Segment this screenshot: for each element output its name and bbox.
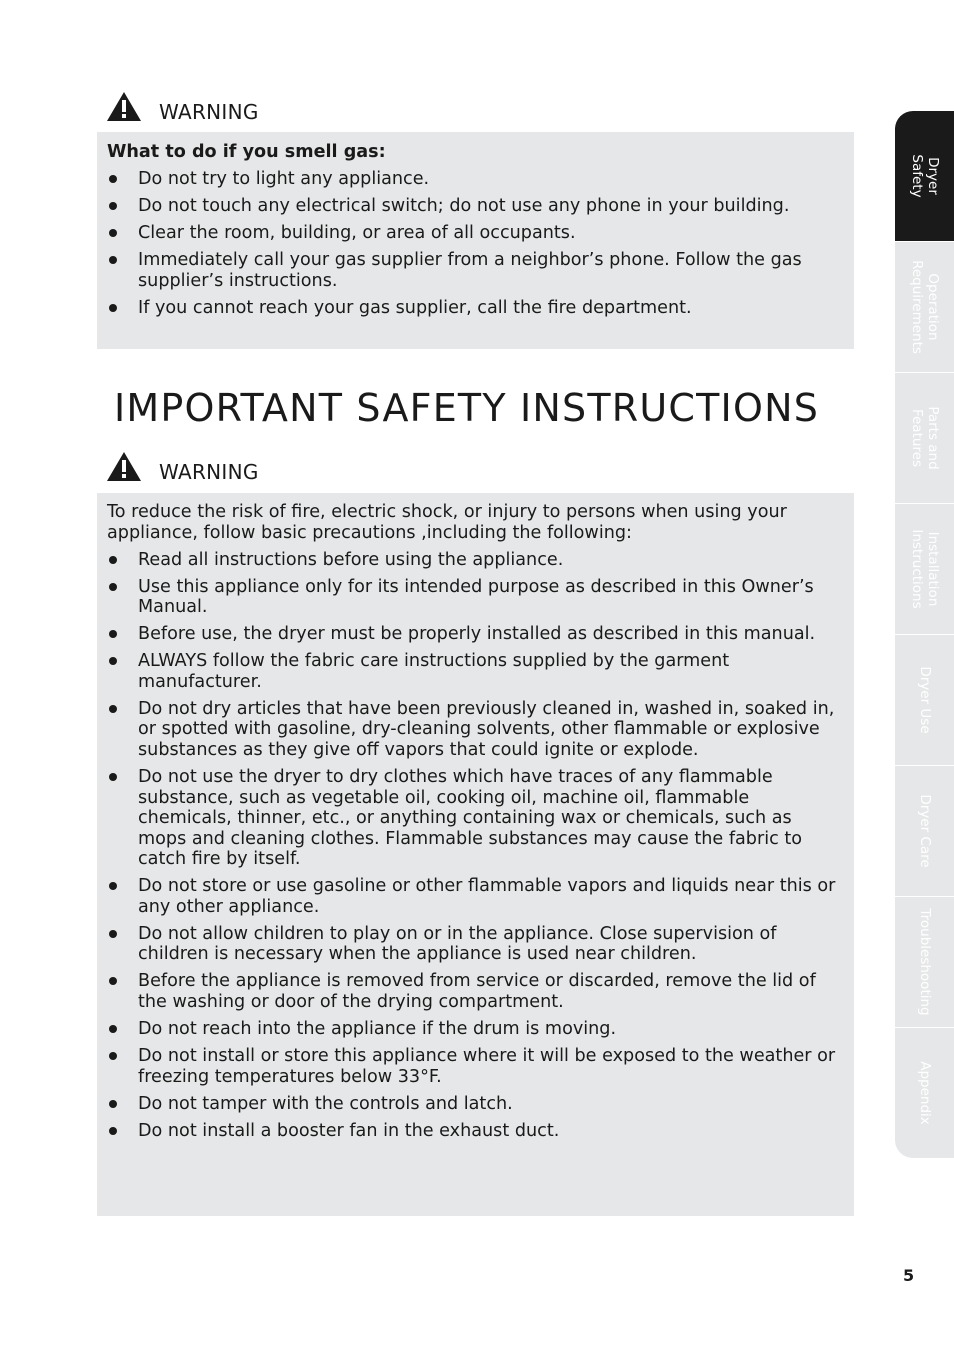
list-item: Do not reach into the appliance if the drum is moving. [107, 1019, 840, 1040]
list-item: Before use, the dryer must be properly installed as described in this manual. [107, 624, 840, 645]
bullet-icon [109, 256, 117, 264]
tab-label: Appendix [916, 1061, 933, 1125]
list-item: Do not try to light any appliance. [107, 169, 840, 190]
gas-warning-list [107, 169, 840, 318]
tab-dryer-use[interactable] [895, 635, 954, 766]
list-item: If you cannot reach your gas supplier, call the fire department. [107, 298, 840, 319]
warning-label: WARNING [159, 460, 259, 484]
tab-dryer-safety[interactable] [895, 111, 954, 242]
page-number: 5 [903, 1266, 915, 1285]
tab-label: Dryer Safety [908, 154, 941, 198]
warning-header-1 [106, 91, 259, 122]
list-item: Do not use the dryer to dry clothes which have traces of any flammable substance, such as vegetable oil, cooking oil, machine oil, flammable chemicals, thinner, etc., or anything containing wax or chemicals, such as mops and cleaning clothes. Flammable substances may cause the fabric to catch fire by itself. [107, 767, 840, 870]
section-tabs [895, 111, 954, 1158]
bullet-icon [109, 1025, 117, 1033]
list-item: Immediately call your gas supplier from a neighbor’s phone. Follow the gas supplier’s instructions. [107, 250, 840, 291]
tab-label: Parts and Features [908, 406, 941, 470]
bullet-icon [109, 175, 117, 183]
gas-warning-lead: What to do if you smell gas: [107, 142, 386, 162]
bullet-icon [109, 630, 117, 638]
tab-label: Installation Instructions [908, 529, 941, 609]
bullet-icon [109, 229, 117, 237]
safety-warning-box [97, 493, 854, 1216]
list-item: Do not tamper with the controls and latch. [107, 1094, 840, 1115]
bullet-icon [109, 657, 117, 665]
tab-parts-and-features[interactable] [895, 373, 954, 504]
warning-header-2 [106, 451, 259, 482]
bullet-icon [109, 1100, 117, 1108]
bullet-icon [109, 202, 117, 210]
tab-appendix[interactable] [895, 1028, 954, 1158]
list-item: Before the appliance is removed from service or discarded, remove the lid of the washing or door of the drying compartment. [107, 971, 840, 1012]
page-title: IMPORTANT SAFETY INSTRUCTIONS [114, 386, 820, 430]
warning-label: WARNING [159, 100, 259, 124]
gas-warning-box [97, 132, 854, 349]
bullet-icon [109, 773, 117, 781]
tab-troubleshooting[interactable] [895, 897, 954, 1028]
list-item: Read all instructions before using the appliance. [107, 550, 840, 571]
list-item: Do not install a booster fan in the exhaust duct. [107, 1121, 840, 1142]
bullet-icon [109, 882, 117, 890]
tab-label: Dryer Care [916, 794, 933, 868]
list-item: Use this appliance only for its intended purpose as described in this Owner’s Manual. [107, 577, 840, 618]
list-item: Do not touch any electrical switch; do not use any phone in your building. [107, 196, 840, 217]
tab-label: Troubleshooting [916, 908, 933, 1016]
list-item: Do not store or use gasoline or other flammable vapors and liquids near this or any other appliance. [107, 876, 840, 917]
bullet-icon [109, 556, 117, 564]
warning-triangle-icon [106, 91, 142, 122]
bullet-icon [109, 1127, 117, 1135]
bullet-icon [109, 1052, 117, 1060]
tab-dryer-care[interactable] [895, 766, 954, 897]
list-item: Do not install or store this appliance where it will be exposed to the weather or freezing temperatures below 33°F. [107, 1046, 840, 1087]
safety-warning-list [107, 550, 840, 1142]
list-item: Do not allow children to play on or in the appliance. Close supervision of children is necessary when the appliance is used near children. [107, 924, 840, 965]
bullet-icon [109, 930, 117, 938]
bullet-icon [109, 705, 117, 713]
bullet-icon [109, 977, 117, 985]
bullet-icon [109, 304, 117, 312]
bullet-icon [109, 583, 117, 591]
tab-label: Dryer Use [916, 666, 933, 734]
list-item: Do not dry articles that have been previously cleaned in, washed in, soaked in, or spotted with gasoline, dry-cleaning solvents, other flammable or explosive substances as they give off vapors that could ignite or explode. [107, 699, 840, 761]
tab-installation-instructions[interactable] [895, 504, 954, 635]
safety-warning-lead: To reduce the risk of fire, electric shock, or injury to persons when using your appliance, follow basic precautions ,including the following: [107, 502, 787, 543]
tab-operation-requirements[interactable] [895, 242, 954, 373]
warning-triangle-icon [106, 451, 142, 482]
tab-label: Operation Requirements [908, 260, 941, 354]
list-item: ALWAYS follow the fabric care instructions supplied by the garment manufacturer. [107, 651, 840, 692]
list-item: Clear the room, building, or area of all occupants. [107, 223, 840, 244]
